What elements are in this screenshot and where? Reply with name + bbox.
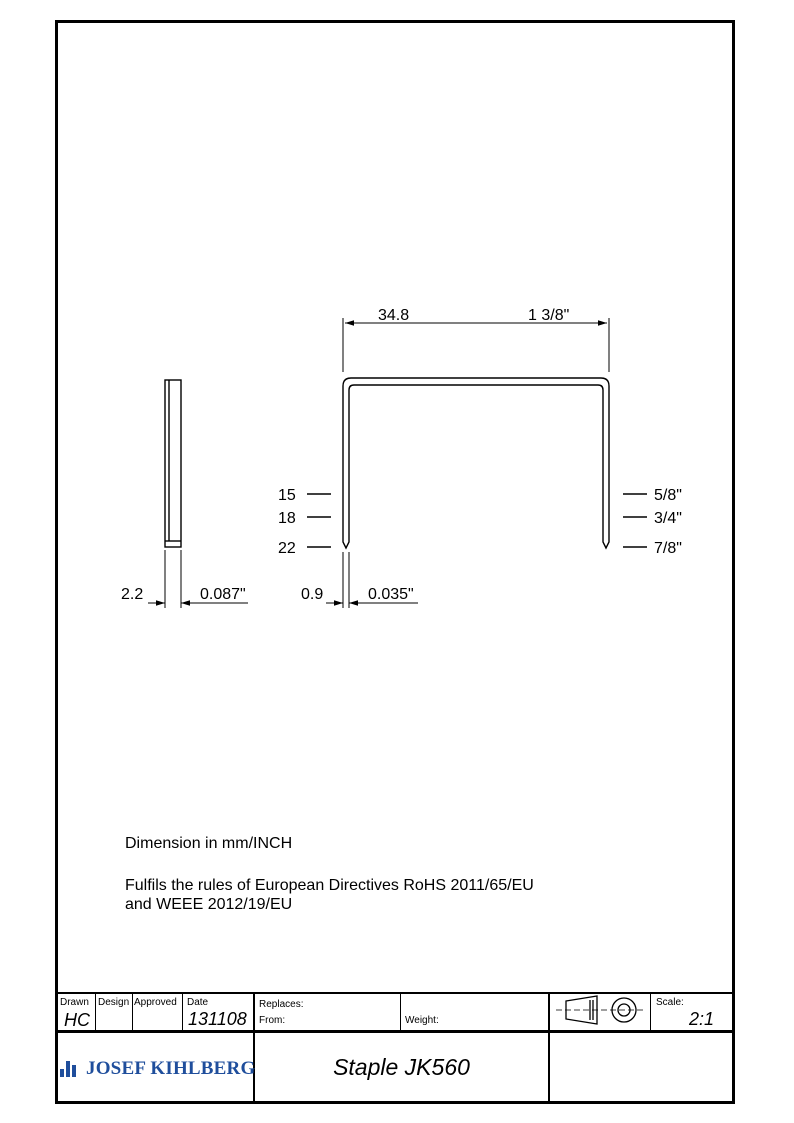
date-label: Date <box>187 997 209 1008</box>
date-value: 131108 <box>188 1009 247 1029</box>
drawn-label: Drawn <box>60 997 89 1008</box>
scale-value: 2:1 <box>689 1009 715 1029</box>
first-angle-projection-icon <box>556 996 645 1024</box>
approved-label: Approved <box>134 997 177 1008</box>
design-label: Design <box>98 997 130 1008</box>
cell-divider <box>650 994 651 1030</box>
leg-mm-label: 22 <box>278 540 296 557</box>
from-label: From: <box>259 1015 286 1026</box>
width-inch-label: 1 3/8" <box>528 307 570 324</box>
side-thickness-inch-label: 0.087" <box>200 586 246 603</box>
directives-note: Fulfils the rules of European Directives RoHS 2011/65/EU and WEEE 2012/19/EU <box>125 877 534 913</box>
drawn-value: HC <box>64 1010 90 1030</box>
title-block-top-border <box>55 992 735 994</box>
title-block-divider <box>55 1030 735 1033</box>
leg-mm-label: 15 <box>278 487 296 504</box>
leg-inch-label: 5/8" <box>654 487 682 504</box>
weight-label: Weight: <box>405 1015 439 1026</box>
cell-divider <box>182 994 183 1030</box>
replaces-label: Replaces: <box>259 999 304 1010</box>
cell-divider <box>132 994 133 1030</box>
company-name: JOSEF KIHLBERG <box>86 1058 256 1079</box>
wire-thickness-inch-label: 0.035" <box>368 586 414 603</box>
leg-length-ticks <box>307 494 647 547</box>
units-note: Dimension in mm/INCH <box>125 835 293 852</box>
staple-side-view <box>165 380 181 547</box>
leg-inch-label: 7/8" <box>654 540 682 557</box>
scale-label: Scale: <box>656 997 684 1008</box>
cell-divider <box>400 994 401 1030</box>
side-thickness-mm-label: 2.2 <box>121 586 144 603</box>
kihlberg-logo-icon <box>60 1061 80 1077</box>
leg-mm-label: 18 <box>278 510 296 527</box>
drawing-title: Staple JK560 <box>333 1054 470 1080</box>
cell-divider <box>253 994 255 1104</box>
wire-thickness-mm-label: 0.9 <box>301 586 324 603</box>
leg-inch-label: 3/4" <box>654 510 682 527</box>
cell-divider <box>95 994 96 1030</box>
staple-front-view <box>343 378 609 548</box>
width-dimension <box>343 318 609 372</box>
company-logo <box>60 1058 255 1080</box>
cell-divider <box>548 994 550 1104</box>
width-mm-label: 34.8 <box>378 307 410 324</box>
